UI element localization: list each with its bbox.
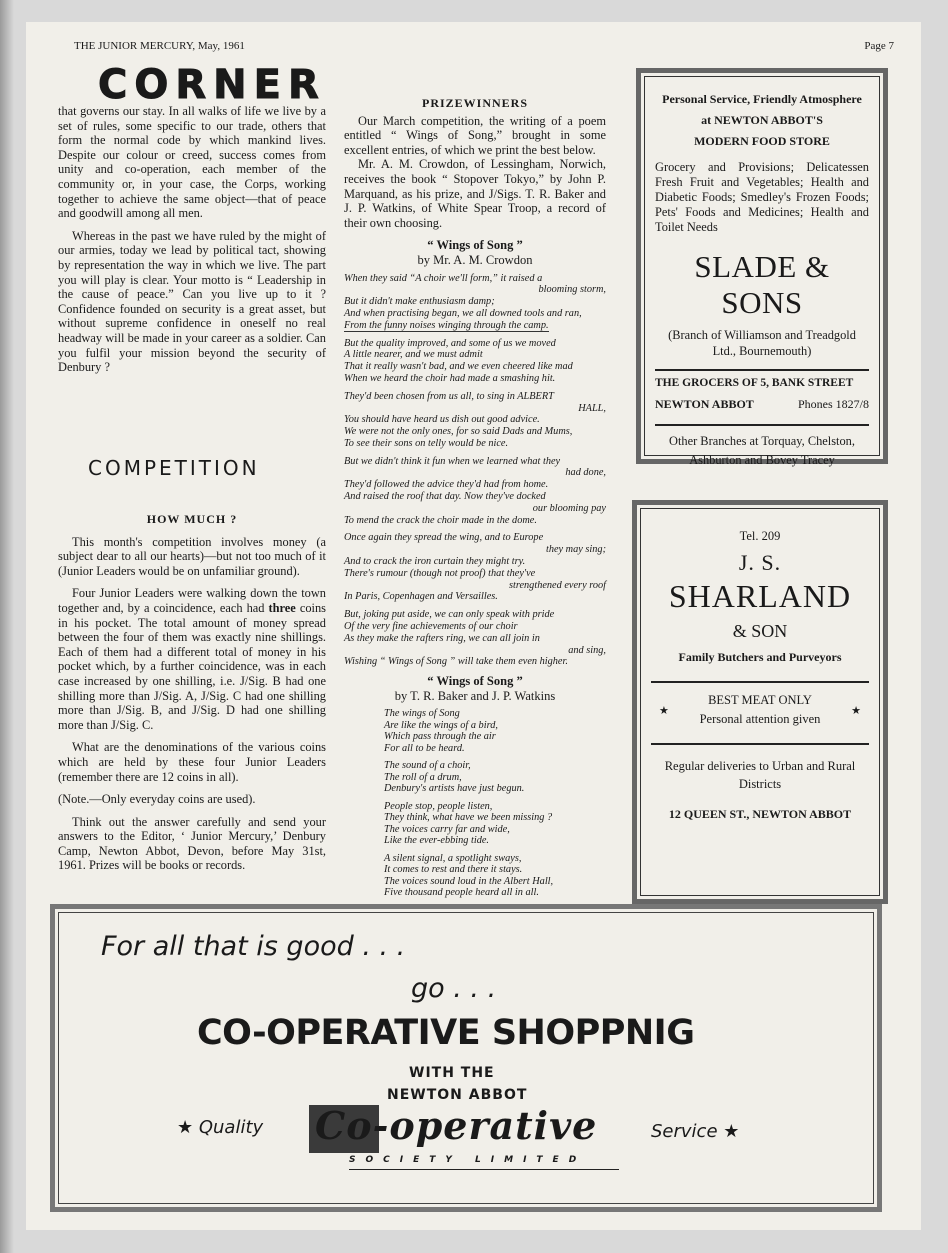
page-number: Page 7	[864, 40, 894, 52]
competition-paragraph: Think out the answer carefully and send your answers to the Editor, ‘ Junior Mercury,’ Denbury Camp, Newton Abbot, Devon, before May 31st, 1961. Prizes will be books or records.	[58, 814, 326, 873]
attention-note: Personal attention given	[699, 712, 821, 726]
shop-address: 12 QUEEN ST., NEWTON ABBOT	[668, 807, 852, 821]
coop-service: Service ★	[651, 1121, 740, 1142]
coop-with-the: WITH THE	[409, 1065, 495, 1081]
coop-slogan-line2: go . . .	[411, 973, 497, 1004]
poem1-author: by Mr. A. M. Crowdon	[417, 252, 533, 267]
shop-name: SHARLAND	[668, 578, 852, 614]
coop-town: NEWTON ABBOT	[387, 1087, 528, 1103]
coop-quality: ★ Quality	[177, 1117, 264, 1138]
ad-tagline: Personal Service, Friendly Atmosphere	[662, 92, 862, 106]
coop-logo	[309, 1105, 631, 1175]
delivery-note: Regular deliveries to Urban and Rural Districts	[664, 759, 856, 791]
page-header	[74, 40, 894, 56]
competition-paragraph: This month's competition involves money (a subject dear to all our hearts)—but not too much of it (Junior Leaders would be on unfamiliar ground).	[58, 534, 326, 578]
poem2-body: The wings of Song Are like the wings of a bird, Which pass through the air For all to be heard. The sound of a choir, The roll of a drum, Denbury's artists have just begun. People stop, people listen, They think, what have we been missing ? The voices carry far and wide, Like the ever-ebbing tide. A silent signal, a spotlight sways, It comes to rest and there it stays. The voices sound loud in the Albert Hall, Five thousand people heard all in all.	[384, 708, 554, 899]
coop-headline: CO-OPERATIVE SHOPPNIG	[197, 1013, 695, 1053]
competition-subtitle: HOW MUCH ?	[146, 512, 238, 526]
best-meat: BEST MEAT ONLY	[708, 693, 812, 707]
shop-initials: J. S.	[738, 550, 782, 575]
competition-article	[58, 512, 326, 881]
competition-note: (Note.—Only everyday coins are used).	[58, 792, 256, 807]
coop-advert	[50, 904, 882, 1212]
page-edge-shadow	[0, 0, 14, 1253]
store-town: NEWTON ABBOT	[655, 397, 754, 411]
star-icon: ★	[659, 705, 669, 717]
ad-tagline: MODERN FOOD STORE	[694, 134, 830, 148]
prize-paragraph: Our March competition, the writing of a poem entitled “ Wings of Song,” brought in some excellent entries, of which we print the best below.	[344, 113, 606, 157]
ad-products: Grocery and Provisions; Delicatessen Fresh Fruit and Vegetables; Health and Diabetic Foods; Smedley's Frozen Foods; Pets' Foods and Medicines; Health and Toilet Needs	[655, 160, 869, 234]
store-phones: Phones 1827/8	[797, 397, 869, 411]
shop-trade: Family Butchers and Purveyors	[678, 650, 842, 664]
prizewinners-article	[344, 96, 606, 934]
article-paragraph: that governs our stay. In all walks of life we live by a set of rules, some specific to our trade, others that form the normal code by which mankind lives. Despite our colour or creed, success comes from unity and co-operation, each member of the community or, in your case, the Corps, working together to achieve the same object—that of peace and goodwill among all men.	[58, 104, 326, 221]
shop-telephone: Tel. 209	[739, 529, 781, 543]
corner-article	[58, 104, 326, 383]
slade-sons-advert	[636, 68, 888, 467]
coop-slogan-line1: For all that is good . . .	[101, 931, 406, 962]
poem1-title: “ Wings of Song ”	[427, 238, 523, 253]
star-icon: ★	[851, 705, 861, 717]
competition-paragraph: Four Junior Leaders were walking down the town together and, by a coincidence, each had three coins in his pocket. The total amount of money spread between the four of them was exactly nine shillings. Each of them had a different total of money in his pocket which, by a further coincidence, was in each case increased by one shilling, i.e. J/Sig. B had one shilling more than J/Sig. A, J/Sig. C had one shilling more than J/Sig. B, and J/Sig. D had one shilling more than J/Sig. C.	[58, 586, 326, 732]
shop-son: & SON	[732, 621, 788, 641]
other-branches: Other Branches at Torquay, Chelston, Ashburton and Bovey Tracey	[669, 434, 855, 467]
article-paragraph: Whereas in the past we have ruled by the might of our armies, today we lead by political tact, showing by representation the way in which we live. The part you will play is clear. Your motto is “ Leadership in the cause of peace.” Can you live up to it ? Confidence founded on security is a great asset, but without supreme confidence in oneself no real headway will be made in your career as a soldier. Can you fulfil your mission beyond the security of Denbury ?	[58, 228, 326, 375]
prize-paragraph: Mr. A. M. Crowdon, of Lessingham, Norwich, receives the book “ Stopover Tokyo,” by John P. Marquand, as his prize, and J/Sigs. T. R. Baker and J. P. Watkins, of White Spear Troop, a record of their own choosing.	[344, 157, 606, 230]
store-address: THE GROCERS OF 5, BANK STREET	[655, 377, 854, 389]
sharland-advert	[632, 500, 888, 904]
poem2-author: by T. R. Baker and J. P. Watkins	[394, 688, 556, 703]
poem1-body: When they said “A choir we'll form,” it raised a blooming storm, But it didn't make enthusiasm damp; And when practising began, we all downed tools and ran, From the funny noises winging through the camp. But the quality improved, and some of us we moved A little nearer, and we must admit That it really wasn't bad, and we even cheered like mad When we heard the choir had made a smashing hit. They'd been chosen from us all, to sing in ALBERT HALL, You should have heard us dish out good advice. We were not the only ones, for so said Dads and Mums, To see their sons on telly would be nice. But we didn't think it fun when we learned what they had done, They'd followed the advice they'd had from home. And raised the roof that day. Now they've docked our blooming pay To mend the crack the choir made in the dome. Once again they spread the wing, and to Europe they may sing; And to crack the iron curtain they might try. There's rumour (though not proof) that they've strengthened every roof In Paris, Copenhagen and Versailles. But, joking put aside, we can only speak with pride Of the very fine achievements of our choir As they make the rafters ring, we can all join in and sing, Wishing “ Wings of Song ” will take them even higher.	[344, 272, 606, 668]
ad-tagline: at NEWTON ABBOT'S	[701, 113, 823, 127]
coop-logo-word: Co-operative	[315, 1103, 598, 1148]
coop-logo-sub: SOCIETY LIMITED	[349, 1155, 587, 1165]
branch-note: (Branch of Williamson and Treadgold Ltd., Bournemouth)	[668, 328, 856, 358]
corner-heading: CORNER	[98, 62, 326, 108]
publication-line: THE JUNIOR MERCURY, May, 1961	[74, 40, 245, 52]
magazine-page	[26, 22, 921, 1230]
store-name: SLADE & SONS	[694, 249, 830, 320]
prizewinners-heading: PRIZEWINNERS	[421, 96, 529, 110]
competition-heading: COMPETITION	[88, 456, 260, 480]
competition-paragraph: What are the denominations of the various coins which are held by these four Junior Leaders (remember there are 12 coins in all).	[58, 740, 326, 784]
poem2-title: “ Wings of Song ”	[427, 674, 523, 689]
